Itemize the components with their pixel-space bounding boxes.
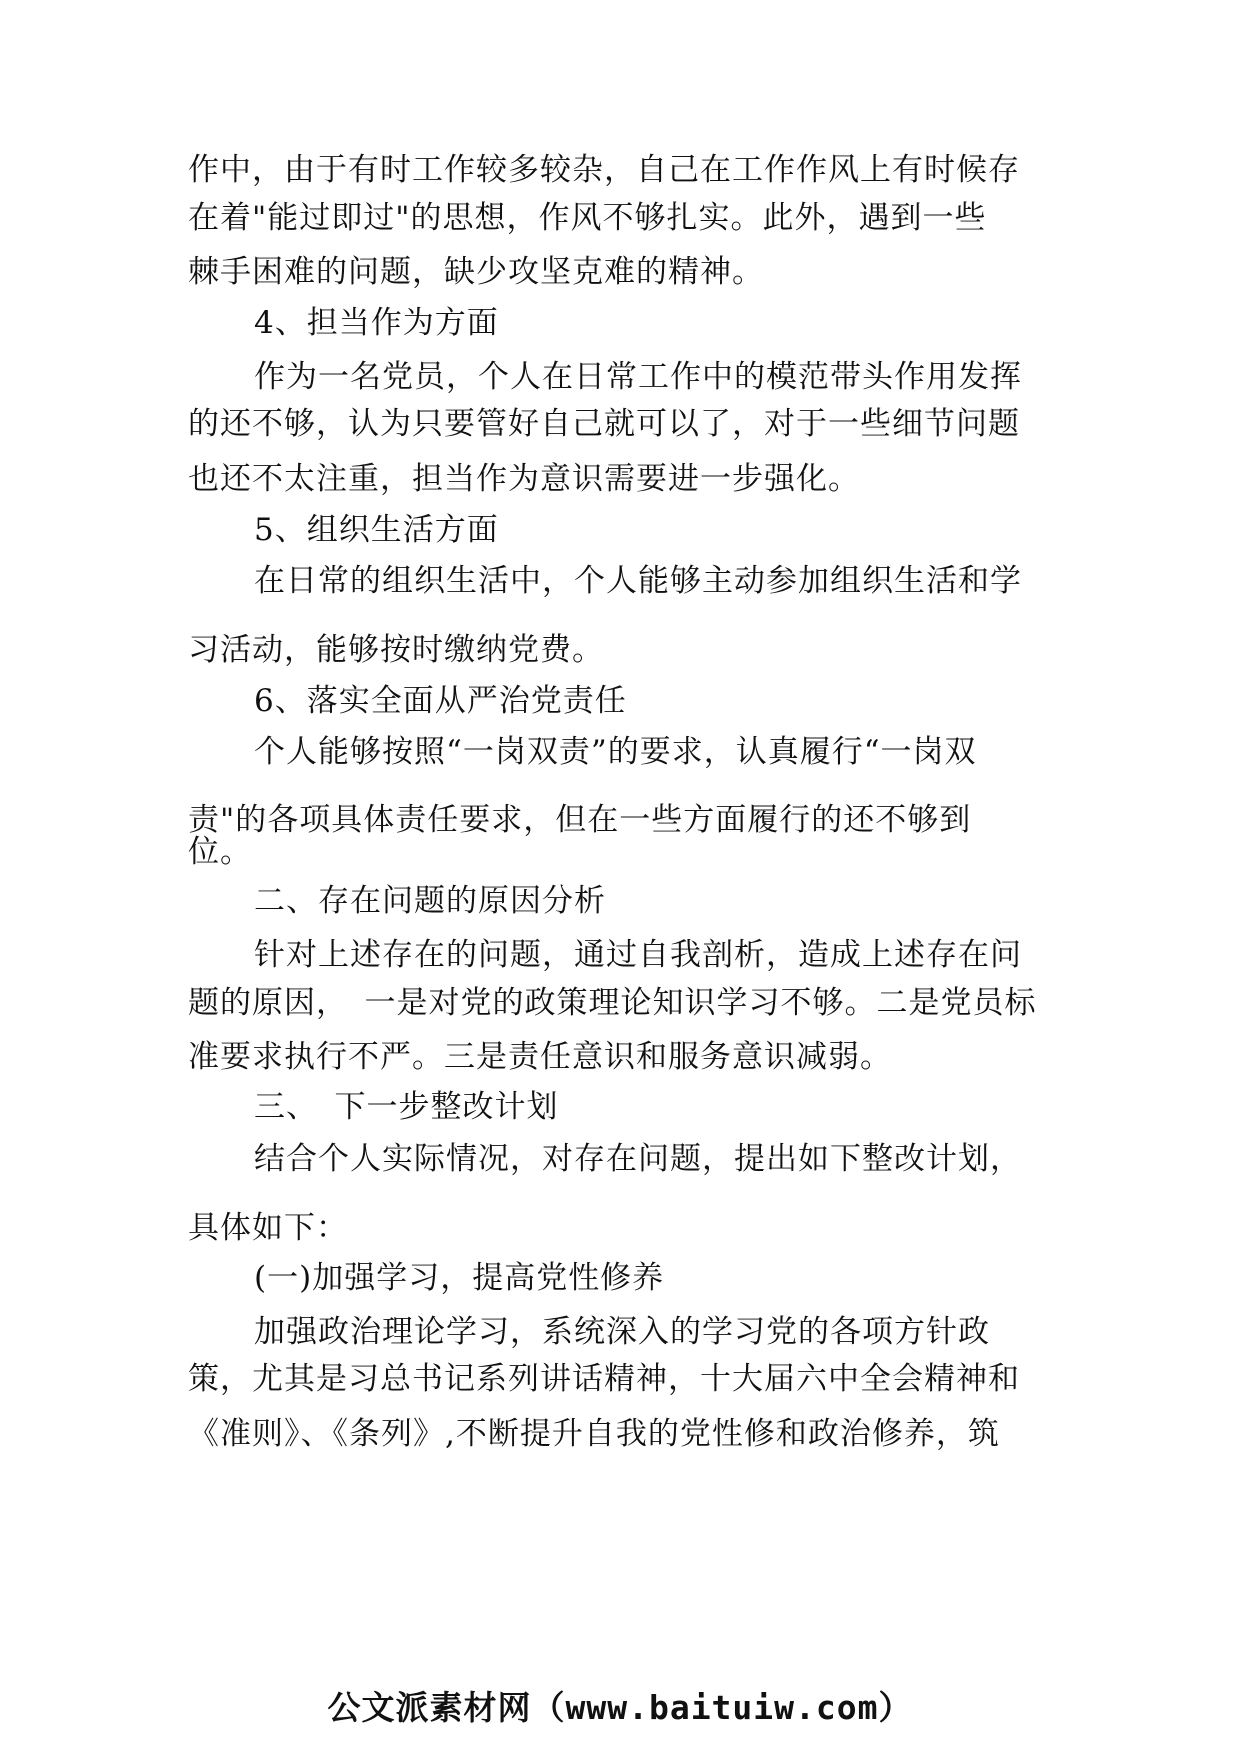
footer-watermark: 公文派素材网（www.baituiw.com）: [327, 1688, 913, 1727]
paragraph-line: 位。: [188, 834, 252, 870]
paragraph-line: 具体如下：: [188, 1210, 348, 1246]
paragraph-line: 题的原因， 一是对党的政策理论知识学习不够。二是党员标: [188, 985, 1037, 1021]
paragraph-line: 在日常的组织生活中，个人能够主动参加组织生活和学: [254, 563, 1022, 599]
paragraph-line: 习活动，能够按时缴纳党费。: [188, 632, 604, 668]
paragraph-line: 作为一名党员，个人在日常工作中的模范带头作用发挥: [254, 359, 1022, 395]
paragraph-line: 在着"能过即过"的思想，作风不够扎实。此外，遇到一些: [188, 200, 987, 236]
paragraph-line: 棘手困难的问题，缺少攻坚克难的精神。: [188, 254, 764, 290]
paragraph-line: 加强政治理论学习，系统深入的学习党的各项方针政: [254, 1314, 990, 1350]
paragraph-line: 准要求执行不严。三是责任意识和服务意识减弱。: [188, 1039, 892, 1075]
paragraph-line: 结合个人实际情况，对存在问题，提出如下整改计划，: [254, 1141, 1022, 1177]
paragraph-line: 《准则》、《条列》,不断提升自我的党性修和政治修养，筑: [188, 1416, 1000, 1452]
paragraph-line: 针对上述存在的问题，通过自我剖析，造成上述存在问: [254, 937, 1022, 973]
section-heading: 二、存在问题的原因分析: [254, 883, 606, 919]
section-heading: 三、 下一步整改计划: [254, 1089, 559, 1125]
section-heading: 4、担当作为方面: [254, 305, 499, 341]
paragraph-line: 作中，由于有时工作较多较杂，自己在工作作风上有时候存: [188, 152, 1020, 188]
paragraph-line: 的还不够，认为只要管好自己就可以了，对于一些细节问题: [188, 406, 1020, 442]
paragraph-line: 策，尤其是习总书记系列讲话精神，十大届六中全会精神和: [188, 1361, 1020, 1397]
paragraph-line: 责"的各项具体责任要求，但在一些方面履行的还不够到: [188, 802, 972, 838]
section-heading: (一)加强学习，提高党性修养: [254, 1260, 665, 1296]
section-heading: 6、落实全面从严治党责任: [254, 683, 627, 719]
paragraph-line: 也还不太注重，担当作为意识需要进一步强化。: [188, 461, 860, 497]
paragraph-line: 个人能够按照“一岗双责”的要求，认真履行“一岗双: [254, 734, 977, 770]
section-heading: 5、组织生活方面: [254, 512, 499, 548]
